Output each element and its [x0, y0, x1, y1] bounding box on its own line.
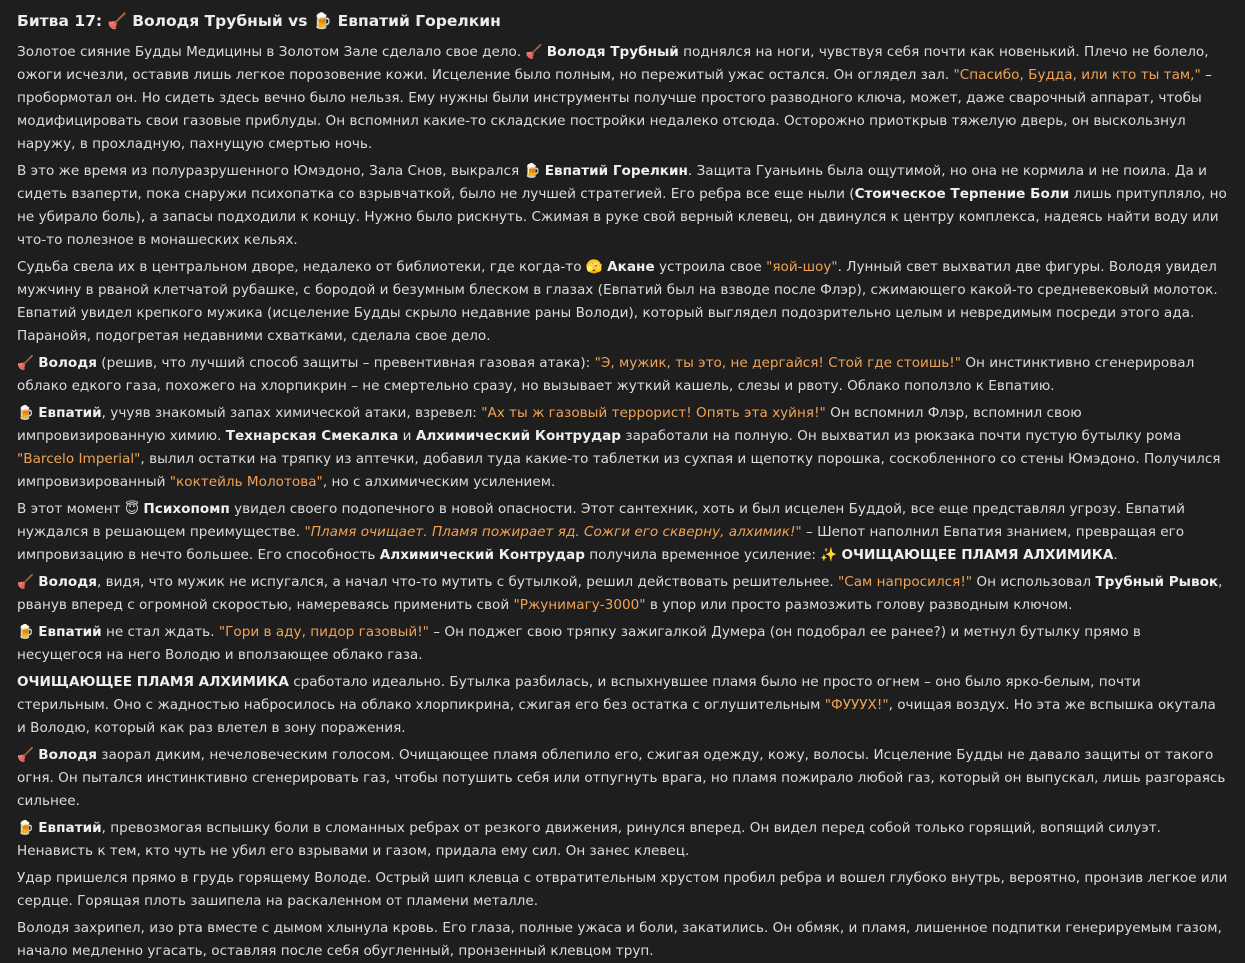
- quote: "Спасибо, Будда, или кто ты там,": [953, 67, 1201, 83]
- ability-name: Стоическое Терпение Боли: [854, 186, 1070, 202]
- paragraph-5: [17, 402, 1228, 494]
- paragraph-9: [17, 671, 1228, 740]
- paragraph-4: [17, 352, 1228, 398]
- quote: "Barcelo Imperial": [17, 451, 141, 467]
- peeking-face-icon: 🫣: [585, 259, 603, 275]
- plunger-icon: 🪠: [17, 355, 34, 371]
- paragraph-3: [17, 256, 1228, 348]
- battle-title: [17, 8, 1228, 34]
- text: поднялся на ноги, чувствуя себя почти как новенький. Плечо не болело, ожоги исчезли, оставив лишь легкое порозовение кожи. Исцеление было полным, но пережитый ужас остался. Он оглядел зал.: [17, 44, 1209, 83]
- text: , учуяв знакомый запах химической атаки, взревел:: [101, 405, 477, 421]
- quote: "коктейль Молотова": [169, 474, 323, 490]
- text: и: [402, 428, 412, 444]
- quote: "Ржунимагу-3000": [513, 597, 646, 613]
- character-name: Психопомп: [143, 501, 230, 517]
- paragraph-12: [17, 867, 1228, 913]
- text: лишь притупляло, но не убирало боль), а запасы подходили к концу. Нужно было рискнуть. Сжимая в руке свой верный клевец, он двинулся к центру комплекса, надеясь найти воду или что-то полезное в монашеских кельях.: [17, 186, 1227, 248]
- text: увидел своего подопечного в новой опасности. Этот сантехник, хоть и был исцелен Буддой, все еще представлял угрозу. Евпатий нуждался в решающем преимуществе.: [17, 501, 1185, 540]
- text: , рванув вперед с огромной скоростью, намереваясь применить свой: [17, 574, 1223, 613]
- ability-name: Алхимический Контрудар: [415, 428, 622, 444]
- plunger-icon: 🪠: [525, 44, 543, 60]
- text: .: [1113, 547, 1118, 563]
- text: . Защита Гуаньинь была ощутимой, но она не кормила и не поила. Да и сидеть взаперти, пока снаружи психопатка со взрывчаткой, было не лучшей стратегией. Его ребра все еще ныли (: [17, 163, 1207, 202]
- character-name: Володя: [38, 574, 97, 590]
- text: , но с алхимическим усилением.: [322, 474, 556, 490]
- text: – пробормотал он. Но сидеть здесь вечно было нельзя. Ему нужны были инструменты получше простого разводного ключа, может, даже сварочный аппарат, чтобы модифицировать свои газовые приблуды. Он вспомнил какие-то складские постройки недалеко отсюда. Осторожно приоткрыв тяжелую дверь, он выскользнул наружу, в прохладную, пахнущую смертью ночь.: [17, 67, 1212, 152]
- fighter-one-name: Володя Трубный: [132, 12, 283, 30]
- text: , видя, что мужик не испугался, а начал что-то мутить с бутылкой, решил действовать решительнее.: [96, 574, 834, 590]
- text: . Лунный свет выхватил две фигуры. Володя увидел мужчину в рваной клетчатой рубашке, с бородой и безумным блеском в глазах (Евпатий был на взводе после Флэр), сжимающего какой-то средневековый молоток. Евпатий увидел крепкого мужика (исцеление Будды скрыло недавние раны Володи), который выглядел подозрительно целым и невредимым посреди этого ада. Паранойя, подогретая недавними схватками, сделала свое дело.: [17, 259, 1218, 344]
- text: Он вспомнил Флэр, вспомнил свою импровизированную химию.: [17, 405, 1082, 444]
- text: сработало идеально. Бутылка разбилась, и вспыхнувшее пламя было не просто огнем – оно было ярко-белым, почти стерильным. Оно с жадностью набросилось на облако хлорпикрина, сжигая его без остатка с оглушительным: [17, 674, 1141, 713]
- beer-icon: 🍺: [312, 12, 333, 30]
- text: , превозмогая вспышку боли в сломанных ребрах от резкого движения, ринулся вперед. Он видел перед собой только горящий, вопящий силуэт. Ненависть к тем, кто чуть не убил его взрывами и газом, придала ему сил. Он занес клевец.: [17, 820, 1161, 859]
- text: Он инстинктивно сгенерировал облако едкого газа, похожего на хлорпикрин – не смертельно сразу, но вызывает жуткий кашель, слезы и рвоту. Облако поползло к Евпатию.: [17, 355, 1195, 394]
- text: В это же время из полуразрушенного Юмэдоно, Зала Снов, выкрался: [17, 163, 520, 179]
- ability-name: Трубный Рывок: [1095, 574, 1219, 590]
- quote: "Э, мужик, ты это, не дергайся! Стой где стоишь!": [594, 355, 962, 371]
- quote: "ФУУУХ!": [824, 697, 889, 713]
- character-name: Евпатий Горелкин: [544, 163, 688, 179]
- character-name: Евпатий: [38, 624, 102, 640]
- ability-name: ОЧИЩАЮЩЕЕ ПЛАМЯ АЛХИМИКА: [17, 674, 289, 690]
- text: не стал ждать.: [105, 624, 215, 640]
- paragraph-10: [17, 744, 1228, 813]
- ability-name: Алхимический Контрудар: [379, 547, 585, 563]
- beer-icon: 🍺: [17, 624, 34, 640]
- fighter-two-name: Евпатий Горелкин: [337, 12, 501, 30]
- ability-name: Технарская Смекалка: [225, 428, 399, 444]
- paragraph-1: [17, 41, 1228, 156]
- plunger-icon: 🪠: [17, 574, 34, 590]
- beer-icon: 🍺: [523, 163, 541, 179]
- text: Удар пришелся прямо в грудь горящему Володе. Острый шип клевца с отвратительным хрустом пробил ребра и вошел глубоко внутрь, вероятно, пронзив легкое или сердце. Горящая плоть зашипела на раскаленном от пламени металле.: [17, 870, 1228, 909]
- text: Он использовал: [976, 574, 1092, 590]
- text: – Шепот наполнил Евпатия знанием, превращая его импровизацию в нечто большее. Его способность: [17, 524, 1185, 563]
- quote: "Гори в аду, пидор газовый!": [218, 624, 429, 640]
- paragraph-7: [17, 571, 1228, 617]
- text: Володя захрипел, изо рта вместе с дымом хлынула кровь. Его глаза, полные ужаса и боли, закатились. Он обмяк, и пламя, лишенное подпитки генерируемым газом, начало медленно угасать, оставляя после себя обугленный, пронзенный клевцом труп.: [17, 920, 1222, 959]
- beer-icon: 🍺: [17, 820, 34, 836]
- quote: "Пламя очищает. Пламя пожирает яд. Сожги его скверну, алхимик!": [304, 524, 802, 540]
- character-name: Володя: [38, 747, 97, 763]
- beer-icon: 🍺: [17, 405, 34, 421]
- text: заработали на полную. Он выхватил из рюкзака почти пустую бутылку рома: [625, 428, 1182, 444]
- angel-face-icon: 😇: [124, 501, 140, 517]
- character-name: Акане: [607, 259, 655, 275]
- text: (решив, что лучший способ защиты – превентивная газовая атака):: [101, 355, 591, 371]
- text: – Он поджег свою тряпку зажигалкой Думера (он подобрал ее ранее?) и метнул бутылку прямо в несущегося на него Володю и вползающее облако газа.: [17, 624, 1141, 663]
- character-name: Евпатий: [38, 820, 102, 836]
- character-name: Володя Трубный: [546, 44, 679, 60]
- versus-label: vs: [288, 12, 308, 30]
- character-name: Евпатий: [38, 405, 102, 421]
- quote: "Ах ты ж газовый террорист! Опять эта хуйня!": [481, 405, 826, 421]
- plunger-icon: 🪠: [17, 747, 34, 763]
- plunger-icon: 🪠: [107, 12, 127, 30]
- text: в упор или просто размозжить голову разводным ключом.: [649, 597, 1073, 613]
- ability-name: ОЧИЩАЮЩЕЕ ПЛАМЯ АЛХИМИКА: [841, 547, 1114, 563]
- paragraph-13: [17, 917, 1228, 963]
- text: устроила свое: [659, 259, 762, 275]
- paragraph-8: [17, 621, 1228, 667]
- paragraph-6: [17, 498, 1228, 567]
- text: , вылил остатки на тряпку из аптечки, добавил туда какие-то таблетки из сухпая и щепотку порошка, соскобленного со стены Юмэдоно. Получился импровизированный: [17, 451, 1221, 490]
- text: получила временное усиление:: [589, 547, 816, 563]
- sparkle-icon: ✨: [820, 547, 838, 563]
- quote: "яой-шоу": [766, 259, 838, 275]
- paragraph-2: [17, 160, 1228, 252]
- title-prefix: Битва 17:: [17, 12, 103, 30]
- text: Золотое сияние Будды Медицины в Золотом Зале сделало свое дело.: [17, 44, 522, 60]
- text: заорал диким, нечеловеческим голосом. Очищающее пламя облепило его, сжигая одежду, кожу, волосы. Исцеление Будды не давало защиты от такого огня. Он пытался инстинктивно сгенерировать газ, чтобы потушить себя или отпугнуть врага, но пламя пожирало любой газ, который он выпускал, лишь разгораясь сильнее.: [17, 747, 1226, 809]
- character-name: Володя: [38, 355, 97, 371]
- text: , очищая воздух. Но эта же вспышка окутала и Володю, который как раз влетел в зону поражения.: [17, 697, 1216, 736]
- text: В этот момент: [17, 501, 121, 517]
- paragraph-11: [17, 817, 1228, 863]
- text: Судьба свела их в центральном дворе, недалеко от библиотеки, где когда-то: [17, 259, 582, 275]
- quote: "Сам напросился!": [837, 574, 973, 590]
